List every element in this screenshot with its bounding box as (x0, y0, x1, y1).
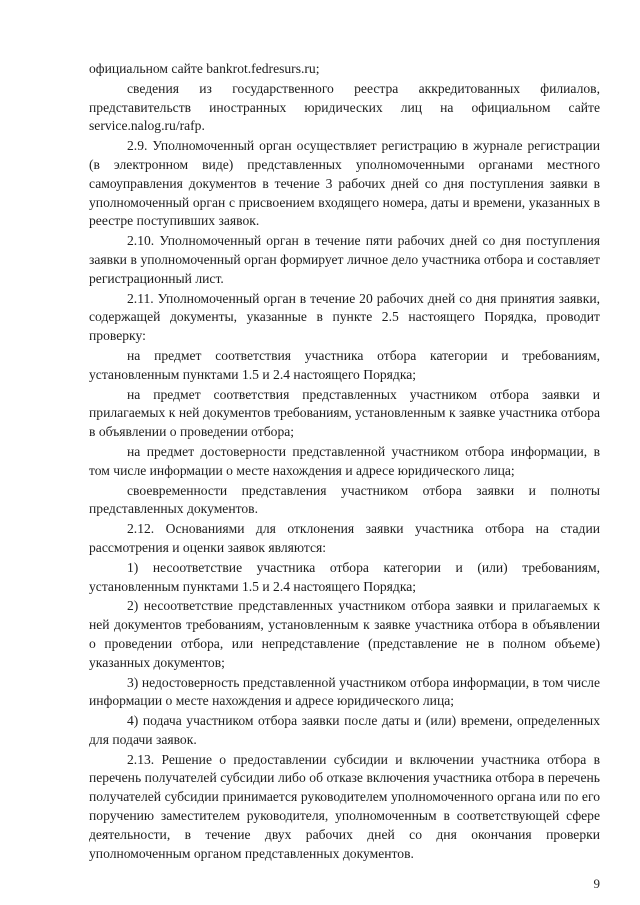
paragraph-2-13: 2.13. Решение о предоставлении субсидии и включении участника отбора в перечень получателей субсидии либо об отказе включения участника отбора в перечень получателей субсидии принимается руководителем уполномоченного органа или по его поручению заместителем руководителя, уполномоченным в соответствующей сфере деятельности, в течение двух рабочих дней со дня окончания проверки уполномоченным органом представленных документов. (89, 751, 600, 861)
paragraph-continuation: официальном сайте bankrot.fedresurs.ru; (89, 61, 320, 76)
paragraph-2-11: 2.11. Уполномоченный орган в течение 20 рабочих дней со дня принятия заявки, содержащей документы, указанные в пункте 2.5 настоящего Порядка, проводит проверку: (89, 290, 600, 344)
paragraph-check-timeliness: своевременности представления участником отбора заявки и полноты представленных документов. (89, 482, 600, 517)
paragraph-check-documents: на предмет соответствия представленных участником отбора заявки и прилагаемых к ней документов требованиям, установленным к заявке участника отбора в объявлении о проведении отбора; (89, 386, 600, 440)
paragraph-reject-3: 3) недостоверность представленной участником отбора информации, в том числе информации о месте нахождения и адресе юридического лица; (89, 674, 600, 709)
paragraph-reject-4: 4) подача участником отбора заявки после даты и (или) времени, определенных для подачи заявок. (89, 713, 600, 747)
paragraph-reject-2: 2) несоответствие представленных участником отбора заявки и прилагаемых к ней документов требованиям, установленным к заявке участника отбора в объявлении о проведении отбора, или непредставление (представление не в полном объеме) указанных документов; (89, 598, 600, 670)
paragraph-2-10: 2.10. Уполномоченный орган в течение пяти рабочих дней со дня поступления заявки в уполномоченный орган формирует личное дело участника отбора и составляет регистрационный лист. (89, 233, 600, 286)
paragraph-registry-info: сведения из государственного реестра аккредитованных филиалов, представительств иностранных юридических лиц на официальном сайте service.nalog.ru/rafp. (89, 80, 600, 134)
paragraph-reject-1: 1) несоответствие участника отбора категории и (или) требованиям, установленным пунктами 1.5 и 2.4 настоящего Порядка; (89, 559, 600, 594)
document-body (89, 60, 600, 864)
paragraph-check-category: на предмет соответствия участника отбора категории и требованиям, установленным пунктами 1.5 и 2.4 настоящего Порядка; (89, 347, 600, 382)
paragraph-2-9: 2.9. Уполномоченный орган осуществляет регистрацию в журнале регистрации (в электронном виде) представленных уполномоченными органами местного самоуправления документов в течение 3 рабочих дней со дня поступления заявки в уполномоченный орган с присвоением входящего номера, даты и времени, указанных в реестре поступивших заявок. (89, 138, 600, 229)
paragraph-check-accuracy: на предмет достоверности представленной участником отбора информации, в том числе информации о месте нахождения и адресе юридического лица; (89, 443, 600, 478)
paragraph-2-12: 2.12. Основаниями для отклонения заявки участника отбора на стадии рассмотрения и оценки заявок являются: (89, 521, 600, 555)
page-number: 9 (593, 876, 600, 891)
